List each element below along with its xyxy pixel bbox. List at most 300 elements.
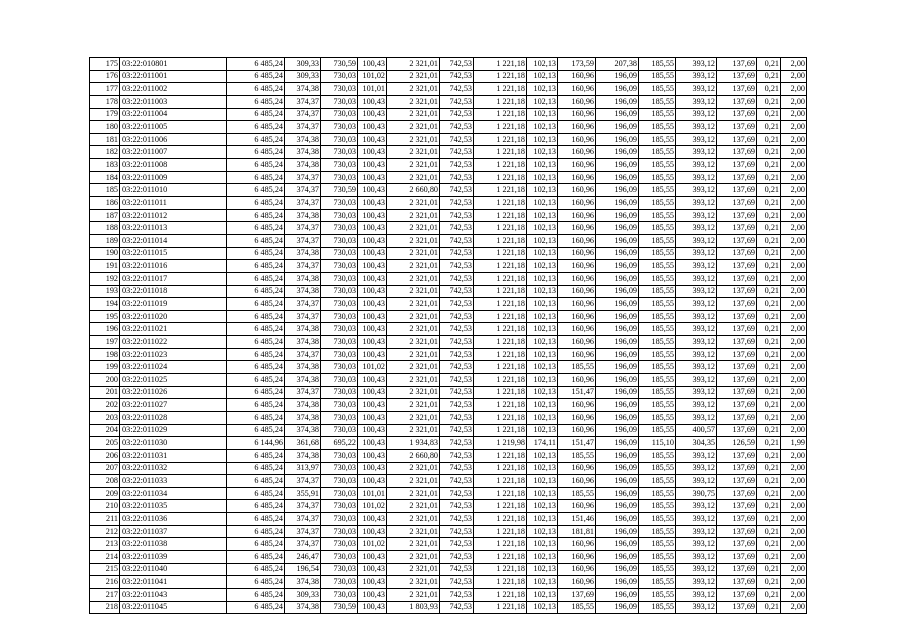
cell-value-c11: 160,96 xyxy=(558,538,596,551)
cell-cadastral-code: 03:22:011033 xyxy=(120,475,227,488)
cell-value-c9: 1 221,18 xyxy=(474,361,527,374)
cell-value-c8: 742,53 xyxy=(440,184,474,197)
cell-value-c12: 196,09 xyxy=(596,171,639,184)
cell-value-c5: 730,03 xyxy=(321,475,358,488)
cell-value-c5: 730,03 xyxy=(321,550,358,563)
cell-value-c11: 160,96 xyxy=(558,399,596,412)
cell-value-c11: 185,55 xyxy=(558,601,596,614)
cell-value-c9: 1 221,18 xyxy=(474,336,527,349)
cell-value-c8: 742,53 xyxy=(440,222,474,235)
cell-value-c12: 196,09 xyxy=(596,576,639,589)
cell-value-c9: 1 221,18 xyxy=(474,576,527,589)
cell-value-c4: 309,33 xyxy=(285,58,321,71)
cell-value-c16: 0,21 xyxy=(757,260,781,273)
cell-value-c15: 137,69 xyxy=(717,95,757,108)
cell-value-c9: 1 221,18 xyxy=(474,184,527,197)
cell-value-c11: 160,96 xyxy=(558,336,596,349)
cell-value-c3: 6 485,24 xyxy=(227,538,285,551)
cell-value-c16: 0,21 xyxy=(757,525,781,538)
cell-value-c5: 730,03 xyxy=(321,399,358,412)
table-row xyxy=(90,58,807,71)
cell-value-c16: 0,21 xyxy=(757,247,781,260)
cell-value-c17: 2,00 xyxy=(781,70,807,83)
cell-value-c11: 160,96 xyxy=(558,108,596,121)
cell-cadastral-code: 03:22:011039 xyxy=(120,550,227,563)
cell-value-c7: 2 321,01 xyxy=(387,171,440,184)
cell-value-c5: 730,03 xyxy=(321,146,358,159)
cell-value-c10: 102,13 xyxy=(527,260,558,273)
table-row xyxy=(90,171,807,184)
cell-value-c9: 1 221,18 xyxy=(474,95,527,108)
cell-value-c4: 374,37 xyxy=(285,121,321,134)
cell-value-c3: 6 485,24 xyxy=(227,184,285,197)
cell-value-c3: 6 485,24 xyxy=(227,70,285,83)
cell-value-c8: 742,53 xyxy=(440,209,474,222)
cell-row-number: 214 xyxy=(90,550,120,563)
cell-value-c5: 730,59 xyxy=(321,184,358,197)
cell-value-c4: 374,37 xyxy=(285,197,321,210)
cell-value-c16: 0,21 xyxy=(757,171,781,184)
cell-value-c11: 185,55 xyxy=(558,487,596,500)
cell-value-c10: 102,13 xyxy=(527,310,558,323)
cell-value-c14: 393,12 xyxy=(676,285,717,298)
cell-value-c11: 160,96 xyxy=(558,411,596,424)
cell-value-c11: 185,55 xyxy=(558,361,596,374)
cell-value-c16: 0,21 xyxy=(757,108,781,121)
cell-value-c11: 160,96 xyxy=(558,576,596,589)
cell-value-c16: 0,21 xyxy=(757,576,781,589)
cell-value-c15: 137,69 xyxy=(717,424,757,437)
cell-value-c5: 730,03 xyxy=(321,525,358,538)
cell-value-c14: 393,12 xyxy=(676,146,717,159)
cell-value-c12: 196,09 xyxy=(596,298,639,311)
cell-value-c11: 160,96 xyxy=(558,272,596,285)
cell-cadastral-code: 03:22:011007 xyxy=(120,146,227,159)
cell-value-c9: 1 221,18 xyxy=(474,260,527,273)
cell-value-c9: 1 221,18 xyxy=(474,601,527,614)
cell-value-c8: 742,53 xyxy=(440,411,474,424)
cell-value-c9: 1 221,18 xyxy=(474,108,527,121)
cell-value-c5: 730,03 xyxy=(321,209,358,222)
cell-value-c3: 6 485,24 xyxy=(227,576,285,589)
cell-value-c9: 1 221,18 xyxy=(474,399,527,412)
cell-cadastral-code: 03:22:010801 xyxy=(120,58,227,71)
table-row xyxy=(90,374,807,387)
cell-value-c4: 374,37 xyxy=(285,171,321,184)
cell-value-c6: 101,02 xyxy=(358,500,387,513)
cell-value-c17: 2,00 xyxy=(781,513,807,526)
cell-value-c15: 137,69 xyxy=(717,70,757,83)
cell-row-number: 208 xyxy=(90,475,120,488)
cell-cadastral-code: 03:22:011043 xyxy=(120,588,227,601)
cell-value-c8: 742,53 xyxy=(440,500,474,513)
cell-value-c16: 0,21 xyxy=(757,70,781,83)
cell-value-c14: 393,12 xyxy=(676,361,717,374)
cell-value-c16: 0,21 xyxy=(757,386,781,399)
cell-value-c5: 730,03 xyxy=(321,487,358,500)
cell-value-c7: 2 321,01 xyxy=(387,310,440,323)
cell-value-c13: 185,55 xyxy=(639,95,676,108)
cell-value-c14: 393,12 xyxy=(676,601,717,614)
table-row xyxy=(90,500,807,513)
table-row xyxy=(90,209,807,222)
cell-value-c17: 2,00 xyxy=(781,222,807,235)
cell-value-c8: 742,53 xyxy=(440,234,474,247)
cell-value-c13: 185,55 xyxy=(639,449,676,462)
cell-value-c6: 100,43 xyxy=(358,285,387,298)
cell-value-c8: 742,53 xyxy=(440,83,474,96)
cell-value-c15: 137,69 xyxy=(717,171,757,184)
cell-value-c16: 0,21 xyxy=(757,298,781,311)
cell-value-c10: 102,13 xyxy=(527,234,558,247)
table-row xyxy=(90,336,807,349)
cell-value-c3: 6 485,24 xyxy=(227,310,285,323)
cell-value-c8: 742,53 xyxy=(440,171,474,184)
cell-value-c16: 0,21 xyxy=(757,374,781,387)
cell-value-c3: 6 485,24 xyxy=(227,323,285,336)
cell-value-c7: 2 321,01 xyxy=(387,234,440,247)
cell-value-c10: 102,13 xyxy=(527,449,558,462)
cell-value-c7: 2 321,01 xyxy=(387,121,440,134)
cell-value-c11: 160,96 xyxy=(558,310,596,323)
cell-value-c3: 6 485,24 xyxy=(227,386,285,399)
table-row xyxy=(90,159,807,172)
cell-value-c15: 137,69 xyxy=(717,285,757,298)
cell-value-c17: 2,00 xyxy=(781,272,807,285)
cell-value-c3: 6 485,24 xyxy=(227,348,285,361)
cell-value-c16: 0,21 xyxy=(757,184,781,197)
cell-value-c9: 1 221,18 xyxy=(474,121,527,134)
cell-cadastral-code: 03:22:011045 xyxy=(120,601,227,614)
cell-value-c14: 393,12 xyxy=(676,525,717,538)
cell-value-c17: 2,00 xyxy=(781,58,807,71)
cell-value-c16: 0,21 xyxy=(757,588,781,601)
cell-row-number: 203 xyxy=(90,411,120,424)
cell-value-c10: 102,13 xyxy=(527,121,558,134)
cell-value-c7: 2 321,01 xyxy=(387,247,440,260)
cell-value-c16: 0,21 xyxy=(757,121,781,134)
cell-value-c10: 102,13 xyxy=(527,159,558,172)
cell-value-c3: 6 485,24 xyxy=(227,411,285,424)
cell-value-c15: 137,69 xyxy=(717,272,757,285)
cell-row-number: 189 xyxy=(90,234,120,247)
cell-row-number: 184 xyxy=(90,171,120,184)
cell-value-c13: 185,55 xyxy=(639,159,676,172)
cell-value-c5: 730,03 xyxy=(321,348,358,361)
cell-value-c6: 100,43 xyxy=(358,133,387,146)
cell-value-c16: 0,21 xyxy=(757,513,781,526)
table-row xyxy=(90,563,807,576)
cell-value-c8: 742,53 xyxy=(440,475,474,488)
cell-value-c10: 102,13 xyxy=(527,487,558,500)
cell-value-c11: 160,96 xyxy=(558,424,596,437)
cell-value-c16: 0,21 xyxy=(757,159,781,172)
cell-value-c10: 102,13 xyxy=(527,513,558,526)
cell-value-c14: 393,12 xyxy=(676,374,717,387)
cell-value-c9: 1 221,18 xyxy=(474,298,527,311)
cell-value-c17: 2,00 xyxy=(781,449,807,462)
cell-value-c15: 137,69 xyxy=(717,487,757,500)
cell-value-c8: 742,53 xyxy=(440,260,474,273)
cell-value-c8: 742,53 xyxy=(440,513,474,526)
cell-cadastral-code: 03:22:011002 xyxy=(120,83,227,96)
cell-value-c17: 2,00 xyxy=(781,348,807,361)
cell-value-c17: 2,00 xyxy=(781,411,807,424)
cell-value-c7: 2 321,01 xyxy=(387,260,440,273)
cell-value-c13: 185,55 xyxy=(639,424,676,437)
table-row xyxy=(90,260,807,273)
cell-cadastral-code: 03:22:011001 xyxy=(120,70,227,83)
cell-value-c4: 374,37 xyxy=(285,260,321,273)
cell-value-c7: 2 321,01 xyxy=(387,95,440,108)
cell-cadastral-code: 03:22:011025 xyxy=(120,374,227,387)
cell-value-c9: 1 221,18 xyxy=(474,563,527,576)
cell-value-c9: 1 221,18 xyxy=(474,83,527,96)
cell-value-c13: 185,55 xyxy=(639,310,676,323)
table-row xyxy=(90,386,807,399)
cell-row-number: 190 xyxy=(90,247,120,260)
cell-cadastral-code: 03:22:011038 xyxy=(120,538,227,551)
cell-value-c14: 393,12 xyxy=(676,310,717,323)
cell-row-number: 193 xyxy=(90,285,120,298)
cell-row-number: 180 xyxy=(90,121,120,134)
cell-cadastral-code: 03:22:011029 xyxy=(120,424,227,437)
cell-value-c14: 393,12 xyxy=(676,550,717,563)
cell-value-c3: 6 485,24 xyxy=(227,197,285,210)
table-row xyxy=(90,95,807,108)
cell-row-number: 211 xyxy=(90,513,120,526)
cell-cadastral-code: 03:22:011040 xyxy=(120,563,227,576)
cell-value-c15: 137,69 xyxy=(717,361,757,374)
cell-cadastral-code: 03:22:011021 xyxy=(120,323,227,336)
cell-value-c8: 742,53 xyxy=(440,272,474,285)
cell-value-c4: 374,37 xyxy=(285,234,321,247)
cell-value-c12: 196,09 xyxy=(596,108,639,121)
cell-value-c12: 196,09 xyxy=(596,133,639,146)
cell-row-number: 188 xyxy=(90,222,120,235)
table-row xyxy=(90,247,807,260)
cell-value-c15: 137,69 xyxy=(717,159,757,172)
cell-value-c4: 374,38 xyxy=(285,361,321,374)
table-row xyxy=(90,399,807,412)
cell-value-c12: 196,09 xyxy=(596,386,639,399)
cell-value-c10: 102,13 xyxy=(527,209,558,222)
table-row xyxy=(90,323,807,336)
cell-value-c8: 742,53 xyxy=(440,462,474,475)
table-row xyxy=(90,411,807,424)
cell-value-c15: 137,69 xyxy=(717,108,757,121)
cell-value-c7: 2 321,01 xyxy=(387,563,440,576)
cell-value-c17: 2,00 xyxy=(781,247,807,260)
cell-value-c11: 160,96 xyxy=(558,247,596,260)
cell-value-c3: 6 485,24 xyxy=(227,475,285,488)
cell-value-c17: 2,00 xyxy=(781,361,807,374)
cell-value-c17: 2,00 xyxy=(781,133,807,146)
cell-cadastral-code: 03:22:011014 xyxy=(120,234,227,247)
table-row xyxy=(90,588,807,601)
cell-value-c6: 101,02 xyxy=(358,70,387,83)
cell-value-c13: 185,55 xyxy=(639,513,676,526)
cell-row-number: 199 xyxy=(90,361,120,374)
cell-value-c13: 185,55 xyxy=(639,601,676,614)
cell-value-c13: 185,55 xyxy=(639,588,676,601)
cell-value-c14: 393,12 xyxy=(676,159,717,172)
cell-value-c6: 100,43 xyxy=(358,399,387,412)
cell-value-c11: 160,96 xyxy=(558,146,596,159)
cell-value-c17: 2,00 xyxy=(781,550,807,563)
cell-value-c11: 151,47 xyxy=(558,437,596,450)
cell-value-c12: 196,09 xyxy=(596,83,639,96)
cell-value-c17: 2,00 xyxy=(781,386,807,399)
table-row xyxy=(90,361,807,374)
cell-value-c14: 393,12 xyxy=(676,184,717,197)
cell-value-c6: 100,43 xyxy=(358,108,387,121)
cell-value-c14: 400,57 xyxy=(676,424,717,437)
cell-value-c4: 374,38 xyxy=(285,83,321,96)
cell-value-c14: 393,12 xyxy=(676,171,717,184)
cell-value-c11: 151,46 xyxy=(558,513,596,526)
cell-value-c4: 361,68 xyxy=(285,437,321,450)
cell-value-c12: 196,09 xyxy=(596,348,639,361)
cell-value-c6: 100,43 xyxy=(358,209,387,222)
cell-value-c4: 374,37 xyxy=(285,95,321,108)
cell-value-c17: 2,00 xyxy=(781,336,807,349)
cell-value-c6: 100,43 xyxy=(358,437,387,450)
cell-value-c14: 393,12 xyxy=(676,247,717,260)
cell-row-number: 187 xyxy=(90,209,120,222)
cell-value-c8: 742,53 xyxy=(440,133,474,146)
cell-value-c8: 742,53 xyxy=(440,374,474,387)
cell-value-c6: 100,43 xyxy=(358,588,387,601)
cell-value-c6: 100,43 xyxy=(358,146,387,159)
cell-value-c6: 100,43 xyxy=(358,411,387,424)
cell-value-c8: 742,53 xyxy=(440,399,474,412)
table-row xyxy=(90,550,807,563)
cell-value-c15: 137,69 xyxy=(717,234,757,247)
cell-cadastral-code: 03:22:011024 xyxy=(120,361,227,374)
cell-value-c16: 0,21 xyxy=(757,209,781,222)
cell-value-c10: 102,13 xyxy=(527,83,558,96)
cell-value-c9: 1 221,18 xyxy=(474,449,527,462)
cell-value-c6: 100,43 xyxy=(358,462,387,475)
cell-value-c7: 2 321,01 xyxy=(387,475,440,488)
cell-value-c8: 742,53 xyxy=(440,70,474,83)
cell-value-c5: 730,03 xyxy=(321,576,358,589)
cell-value-c12: 196,09 xyxy=(596,70,639,83)
cell-value-c10: 102,13 xyxy=(527,563,558,576)
cell-value-c7: 2 321,01 xyxy=(387,298,440,311)
cell-value-c5: 730,03 xyxy=(321,462,358,475)
cell-value-c12: 196,09 xyxy=(596,361,639,374)
cell-value-c8: 742,53 xyxy=(440,487,474,500)
cell-value-c5: 695,22 xyxy=(321,437,358,450)
cell-value-c16: 0,21 xyxy=(757,361,781,374)
cell-cadastral-code: 03:22:011026 xyxy=(120,386,227,399)
cell-value-c14: 393,12 xyxy=(676,197,717,210)
cell-value-c16: 0,21 xyxy=(757,95,781,108)
cell-value-c5: 730,03 xyxy=(321,538,358,551)
cell-value-c16: 0,21 xyxy=(757,437,781,450)
cell-value-c15: 137,69 xyxy=(717,399,757,412)
table-row xyxy=(90,487,807,500)
cell-value-c7: 1 934,83 xyxy=(387,437,440,450)
cell-value-c12: 196,09 xyxy=(596,374,639,387)
cell-value-c9: 1 221,18 xyxy=(474,475,527,488)
cell-value-c13: 185,55 xyxy=(639,146,676,159)
table-row xyxy=(90,83,807,96)
cell-value-c17: 2,00 xyxy=(781,323,807,336)
cell-value-c9: 1 221,18 xyxy=(474,424,527,437)
cell-row-number: 183 xyxy=(90,159,120,172)
cell-cadastral-code: 03:22:011009 xyxy=(120,171,227,184)
cell-value-c5: 730,03 xyxy=(321,336,358,349)
cell-value-c11: 160,96 xyxy=(558,95,596,108)
cell-value-c5: 730,03 xyxy=(321,386,358,399)
cell-value-c16: 0,21 xyxy=(757,487,781,500)
cell-value-c10: 102,13 xyxy=(527,361,558,374)
cell-value-c4: 374,37 xyxy=(285,298,321,311)
cell-value-c12: 196,09 xyxy=(596,159,639,172)
cell-value-c16: 0,21 xyxy=(757,285,781,298)
cell-value-c9: 1 221,18 xyxy=(474,197,527,210)
cell-value-c11: 160,96 xyxy=(558,83,596,96)
cell-value-c17: 2,00 xyxy=(781,588,807,601)
cell-value-c9: 1 221,18 xyxy=(474,500,527,513)
cell-value-c4: 374,37 xyxy=(285,108,321,121)
cell-value-c4: 374,38 xyxy=(285,424,321,437)
cell-value-c12: 196,09 xyxy=(596,411,639,424)
cell-value-c15: 137,69 xyxy=(717,310,757,323)
cell-value-c11: 160,96 xyxy=(558,348,596,361)
cell-value-c4: 374,38 xyxy=(285,133,321,146)
cell-value-c17: 1,99 xyxy=(781,437,807,450)
table-row xyxy=(90,272,807,285)
cell-value-c3: 6 485,24 xyxy=(227,159,285,172)
cell-value-c14: 393,12 xyxy=(676,576,717,589)
cell-value-c8: 742,53 xyxy=(440,58,474,71)
cell-value-c5: 730,59 xyxy=(321,601,358,614)
cell-value-c6: 100,43 xyxy=(358,95,387,108)
cell-value-c4: 374,38 xyxy=(285,411,321,424)
cell-value-c5: 730,03 xyxy=(321,222,358,235)
cell-value-c6: 100,43 xyxy=(358,247,387,260)
cell-value-c12: 196,09 xyxy=(596,247,639,260)
cell-value-c14: 393,12 xyxy=(676,260,717,273)
cell-value-c16: 0,21 xyxy=(757,449,781,462)
cell-row-number: 216 xyxy=(90,576,120,589)
cell-value-c13: 185,55 xyxy=(639,386,676,399)
cell-value-c16: 0,21 xyxy=(757,563,781,576)
cell-value-c11: 160,96 xyxy=(558,171,596,184)
cell-row-number: 191 xyxy=(90,260,120,273)
cell-value-c10: 102,13 xyxy=(527,95,558,108)
cell-value-c3: 6 485,24 xyxy=(227,601,285,614)
cell-value-c13: 185,55 xyxy=(639,171,676,184)
cell-value-c14: 393,12 xyxy=(676,538,717,551)
cell-value-c9: 1 221,18 xyxy=(474,247,527,260)
table-row xyxy=(90,222,807,235)
cell-value-c13: 185,55 xyxy=(639,475,676,488)
cell-value-c4: 374,38 xyxy=(285,576,321,589)
cell-value-c16: 0,21 xyxy=(757,222,781,235)
cell-value-c6: 100,43 xyxy=(358,374,387,387)
cell-value-c5: 730,03 xyxy=(321,298,358,311)
cell-value-c14: 393,12 xyxy=(676,70,717,83)
cell-value-c8: 742,53 xyxy=(440,197,474,210)
cell-value-c14: 393,12 xyxy=(676,449,717,462)
cell-value-c7: 2 321,01 xyxy=(387,146,440,159)
cell-row-number: 196 xyxy=(90,323,120,336)
